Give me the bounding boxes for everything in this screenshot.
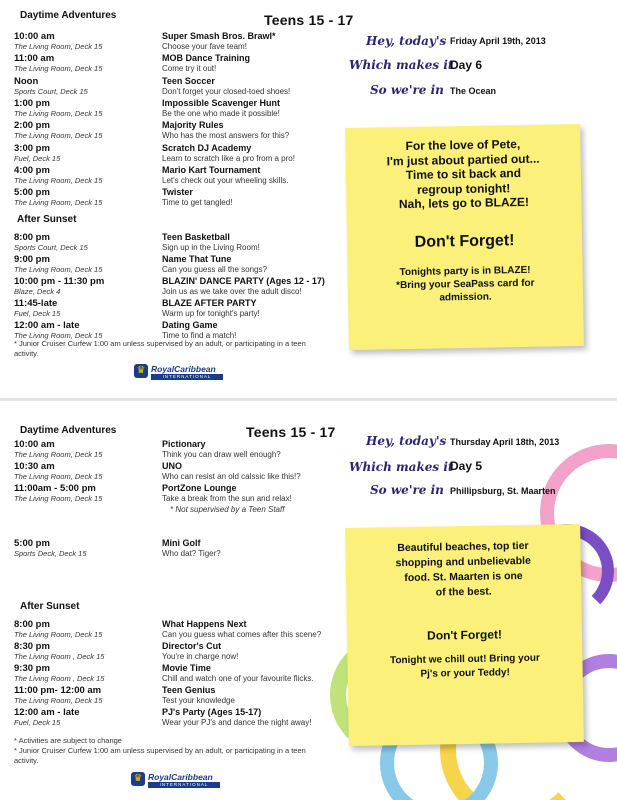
section-sunset-title: After Sunset [17,214,77,225]
section-daytime-title: Daytime Adventures [20,10,117,21]
note-line: Nah, lets go to BLAZE! [398,194,530,212]
logo-name: RoyalCaribbean [151,364,216,374]
activity-description: Time to find a match! [162,331,237,340]
schedule-row [14,439,344,461]
activity-name: PortZone Lounge [162,483,237,493]
activity-description: Join us as we take over the adult disco! [162,287,302,296]
activity-description: Be the one who made it possible! [162,108,280,118]
activity-description: Don't forget your closed-toed shoes! [162,86,291,96]
activity-location: The Living Room, Deck 15 [14,175,103,185]
activity-location: The Living Room , Deck 15 [14,674,105,683]
note-dont-forget: Don't Forget! [414,232,515,251]
age-group-heading: Teens 15 - 17 [264,12,354,28]
sticky-note [345,524,584,746]
note-line: of the best. [435,585,492,599]
activity-location: Sports Deck, Deck 15 [14,549,87,558]
activity-time: 1:00 pm [14,97,50,109]
note-line: regroup tonight! [416,180,511,197]
activity-description: Test your knowledge [162,696,235,705]
activity-name: Mario Kart Tournament [162,164,261,175]
schedule-row [14,461,344,483]
activity-time: 11:00am - 5:00 pm [14,483,96,494]
note-line: *Bring your SeaPass card for [396,277,535,292]
note-reminder [348,263,584,306]
royal-caribbean-logo [134,364,224,380]
day-number: Day 6 [450,58,483,72]
age-group-heading: Teens 15 - 17 [246,424,336,440]
logo-name: RoyalCaribbean [148,772,213,782]
today-date: Friday April 19th, 2013 [450,36,546,46]
schedule-row [14,619,344,641]
activity-name: BLAZE AFTER PARTY [162,298,257,308]
activity-name: Super Smash Bros. Brawl* [162,31,276,41]
schedule-row [14,165,344,187]
which-label: Which makes it [349,460,454,474]
schedule-row [14,232,344,254]
schedule-row [14,685,344,707]
schedule-row [14,641,344,663]
activity-name: Name That Tune [162,254,232,264]
activity-description: Sign up in the Living Room! [162,243,260,252]
activity-name: Impossible Scavenger Hunt [162,97,281,108]
which-label: Which makes it [349,58,454,72]
note-line: For the love of Pete, [405,137,521,154]
activity-time: 3:00 pm [14,142,50,154]
schedule-row [14,76,344,98]
activity-location: The Living Room, Deck 15 [14,331,103,340]
activity-name: Majority Rules [162,120,224,131]
section-sunset-title: After Sunset [20,601,80,612]
activity-location: The Living Room , Deck 15 [14,652,105,661]
hey-label: Hey, today's [366,434,447,448]
activity-name: Teen Genius [162,685,216,695]
activity-description: Time to get tangled! [162,198,233,208]
note-line: Tonight we chill out! Bring your [389,652,540,667]
section-daytime-title: Daytime Adventures [20,425,117,436]
activity-location: The Living Room, Deck 15 [14,42,103,51]
logo-subtitle: INTERNATIONAL [148,782,220,788]
activity-description: Wear your PJ's and dance the night away! [162,718,312,727]
activity-name: UNO [162,461,182,471]
schedule-row [14,98,344,120]
activity-name: Movie Time [162,663,211,673]
schedule-row [14,254,344,276]
activity-time: Noon [14,75,39,87]
note-line: Pj's or your Teddy! [420,667,510,680]
activity-description: Can you guess what comes after this scene? [162,630,322,639]
footnotes [14,736,306,766]
activity-time: 8:30 pm [14,641,50,652]
activity-time: 4:00 pm [14,164,50,176]
activity-description: Think you can draw well enough? [162,450,281,459]
activity-description: Let's check out your wheeling skills. [162,175,289,185]
activity-description: Who has the most answers for this? [162,131,290,141]
footnote-line: activity. [14,756,39,765]
footnote-curfew [14,339,306,359]
activity-description: Learn to scratch like a pro from a pro! [162,153,295,163]
activity-time: 8:00 pm [14,619,50,630]
activity-name: Mini Golf [162,538,201,548]
footnote-line: activity. [14,349,39,358]
activity-description: Warm up for tonight's party! [162,309,260,318]
schedule-row [14,663,344,685]
activity-name: BLAZIN' DANCE PARTY (Ages 12 - 17) [162,276,325,286]
activity-location: Sports Court, Deck 15 [14,243,88,252]
activity-name: Dating Game [162,320,218,330]
footnote-line: * Activities are subject to change [14,736,122,745]
activity-name: Scratch DJ Academy [162,142,252,153]
activity-time: 5:00 pm [14,538,50,549]
location-value: The Ocean [450,86,497,96]
hey-label: Hey, today's [366,34,447,48]
activity-location: The Living Room, Deck 15 [14,198,103,208]
activity-description: Choose your fave team! [162,42,247,51]
activity-time: 11:00 pm- 12:00 am [14,685,102,696]
activity-description: You're in charge now! [162,652,239,661]
activity-location: The Living Room, Deck 15 [14,450,103,459]
note-line: Time to sit back and [405,166,522,183]
location-label: So we're in [370,83,444,97]
schedule-row [14,31,344,53]
crown-anchor-icon: ♛ [134,364,148,378]
activity-description: Who dat? Tiger? [162,549,221,558]
portzone-note: * Not supervised by a Teen Staff [170,505,285,514]
activity-description: Chill and watch one of your favourite flicks. [162,674,314,683]
activity-location: Fuel, Deck 15 [14,153,61,163]
schedule-row [14,120,344,142]
location-label: So we're in [370,483,444,497]
note-line: food. St. Maarten is one [404,569,523,585]
activity-name: Director's Cut [162,641,222,651]
activity-time: 10:30 am [14,461,55,472]
schedule-row [14,187,344,209]
activity-description: Can you guess all the songs? [162,265,267,274]
activity-name: What Happens Next [162,619,247,629]
note-line: Tonights party is in BLAZE! [399,264,531,279]
note-message [345,538,581,602]
note-line: Beautiful beaches, top tier [397,539,529,555]
note-line: I'm just about partied out... [386,151,540,168]
note-dont-forget: Don't Forget! [426,627,503,643]
activity-location: Sports Court, Deck 15 [14,86,88,96]
activity-location: The Living Room, Deck 15 [14,472,103,481]
schedule-row [14,707,344,729]
crown-anchor-icon: ♛ [131,772,145,786]
activity-name: Teen Soccer [162,75,215,86]
schedule-row [14,538,344,560]
footnote-line: * Junior Cruiser Curfew 1:00 am unless supervised by an adult, or participating in a teen [14,746,306,755]
day-number: Day 5 [450,459,483,473]
note-message [345,136,581,213]
activity-location: The Living Room, Deck 15 [14,131,103,141]
activity-name: Pictionary [162,439,206,449]
note-line: shopping and unbelievable [395,554,531,570]
activity-name: MOB Dance Training [162,53,251,64]
activity-location: Fuel, Deck 15 [14,718,61,727]
activity-location: The Living Room, Deck 15 [14,265,103,274]
schedule-row [14,53,344,75]
logo-subtitle: INTERNATIONAL [151,374,223,380]
activity-time: 10:00 am [14,31,55,42]
activity-location: The Living Room, Deck 15 [14,494,103,503]
activity-time: 11:45-late [14,298,58,309]
activity-description: Who can resist an old calssic like this!? [162,472,301,481]
activity-location: Fuel, Deck 15 [14,309,61,318]
today-date: Thursday April 18th, 2013 [450,437,560,447]
activity-name: PJ's Party (Ages 15-17) [162,707,262,717]
activity-time: 5:00 pm [14,187,50,199]
activity-time: 2:00 pm [14,120,50,132]
activity-time: 12:00 am - late [14,707,80,718]
activity-time: 12:00 am - late [14,320,80,331]
activity-description: Take a break from the sun and relax! [162,494,292,503]
activity-name: Teen Basketball [162,232,230,242]
activity-time: 10:00 am [14,439,55,450]
activity-location: The Living Room, Deck 15 [14,108,103,118]
activity-sheet-day-6 [0,0,617,396]
activity-location: Blaze, Deck 4 [14,287,61,296]
activity-sheet-day-5 [0,404,617,800]
location-value: Phillipsburg, St. Maarten [450,486,556,496]
activity-location: The Living Room, Deck 15 [14,64,103,74]
royal-caribbean-logo [131,772,221,788]
schedule-row [14,483,344,505]
schedule-row [14,143,344,165]
activity-time: 11:00 am [14,53,55,65]
note-line: admission. [439,291,492,304]
sticky-note [345,124,584,350]
activity-time: 9:00 pm [14,254,50,265]
note-reminder [347,651,582,683]
activity-time: 8:00 pm [14,232,50,243]
schedule-row [14,298,344,320]
activity-time: 9:30 pm [14,663,50,674]
activity-name: Twister [162,187,193,198]
activity-location: The Living Room, Deck 15 [14,630,103,639]
activity-time: 10:00 pm - 11:30 pm [14,276,105,287]
schedule-row [14,276,344,298]
activity-description: Come try it out! [162,64,217,74]
activity-location: The Living Room, Deck 15 [14,696,103,705]
footnote-line: * Junior Cruiser Curfew 1:00 am unless supervised by an adult, or participating in a teen [14,339,306,348]
page-divider [0,398,617,401]
